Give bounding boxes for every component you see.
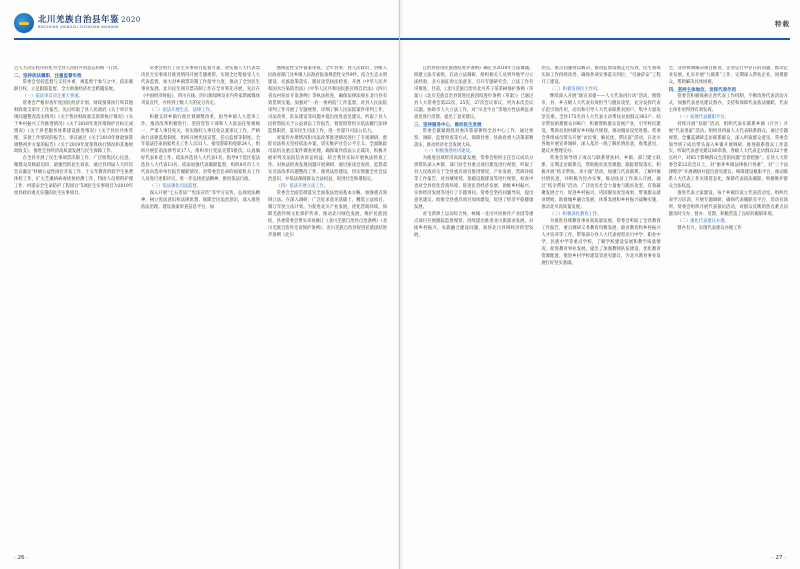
paragraph: 全，及时协调解决项目推进、企业运行中存在的问题，推动企业发展。扎实开展“九联系”工作，定期深入帮扶企业，困难群众，帮助解决具体困难。 <box>668 66 788 85</box>
left-columns <box>14 66 387 547</box>
left-column-3 <box>268 66 387 547</box>
subsection-heading: （三）依法强化司法监督。 <box>149 184 202 190</box>
paragraph: 常委会领导班子成员与联系帮扶村、乡镇、部门建立联系，定期走访联系点，帮助脱贫攻坚难题，跟踪督促落实，积极开展“结亲帮扶、奔小康”活动，加强与代表联系，了解村镇社情民意，并积极为民办实事，推动扶贫工作深入开展。通过“结亲帮扶”活动，广泛动员社会力量参与脱贫攻坚，有效凝聚发展合力，促进乡村振兴，巩固脱贫攻坚成果，带领群众就业增收，助推城乡融合发展、体系发展和乡村振兴战略实施，推动北川高质量发展。 <box>541 156 661 211</box>
subsection-heading: （二）依法开展生态、法律工作。 <box>149 107 215 113</box>
subsection-heading: （二）强化代表建议办理。 <box>677 219 729 225</box>
left-column-1 <box>14 66 133 547</box>
paragraph: 强规范性文件备案审查，全年县委、县人民政府、县级人民政府部门及乡镇人民政府报备规范性文件9件。结合生态文明建设、民族政策落实、脱贫攻坚执法检查，开展《中华人民共和国水污染防治法》《中华人民共和国民族区域自治法》《四川省农村扶贫开发条例》等执法检查，确保法律法规在北川县有效贯彻实施。加强对“一府一委两院”工作监督，对县人民法院审判工作开展了专题视察，详细了解人民法院案件审判工作、司法改革、队伍建设等问题并提出改进意见建议。听取了县人民检察院关于公益诉讼工作报告，督促检察机关依法履行法律监督职责、落实民生司法工作，进一步提升司法公信力。 <box>268 66 387 134</box>
right-header <box>414 10 790 36</box>
paragraph: 深入开展“七五普法”“宪法宣传”等学习宣传，弘扬宪法精神，树立宪法意识和法律思想，保障全民法治意识，深入推进依法治理。建设备案审查信息平台，加 <box>141 191 260 211</box>
paragraph: 督办有力，实现代表建议办理工作 <box>677 225 742 231</box>
paragraph: 推进代表之家建设，每个乡镇均设立代表活动室，组织代表学习培训、开展专题调研，确保代表履职有平台、活动有场所。常委会组织开展代表接访活动，对群众反映的热点难点问题及时交办、督办、反馈，积极营造了良好的履职环境。 <box>668 191 788 218</box>
masthead-title: 北川羌族自治县年鉴 <box>38 15 120 26</box>
header-rule <box>14 38 399 40</box>
subsection-heading: （二）积极发扬民主作风。 <box>549 86 602 92</box>
paragraph: 在全县开展了民生事项票决制工作，广泛收集民心民意，聚群众反映最迫切、最强烈的民生诉求，通过县四届人大四次会议确定“村级公益性岗位开发工作、十五年教育阶段学生免费体检工作、扩大芝溪病病毒扰体检测工作、特困人员照料护理工作、村道安全生命防护工程项目”5项民生实事项目为2019年度县政府重点实施的民生实事项目。 <box>14 156 133 197</box>
paragraph: 继续深入开展“联宣双提——人大代表再行动”活动，围绕市、县、乡五级人大代表有效担当与脱贫攻坚，充分发挥代表示范引领作用，动员和引导人大代表联系贫困户，集中力量攻坚克难。全县175名县人大代表主动帮扶贫困群众363户；结亲帮扶困难群众198户，积极帮助群众发展产业，引导村民建设，帮助贫困村做好乡村振兴规划，推动脱贫攻坚进程。常委会各组成员带头开展“访民情、解民忧、帮民富”活动，在北川各地开展宣讲调研，深入基层一线了解民情民意，收集意见、建议并整理交办。 <box>541 93 661 155</box>
right-column-1 <box>414 66 533 547</box>
page-number-left: · 26 · <box>14 555 28 561</box>
masthead <box>38 16 141 29</box>
masthead-year: 2020 <box>121 16 141 25</box>
header-rule-right <box>400 38 790 40</box>
section-heading: 三、坚持服务中心，推动民生发展 <box>414 122 482 128</box>
left-column-2 <box>141 66 260 547</box>
subsection-heading: （三）积极深化教育工作。 <box>549 212 602 218</box>
page-number-right: · 27 · <box>772 555 786 561</box>
paragraph: 持续开展“双联”活动，组织代表在联系乡镇（片区）开展“代表进家”活动。组织县四届人大代表联系群众，通过专题视察、全覆盖调研走访联系群众，深入听取群众意见，常委会领导班子成员带头深入乡镇开展调研，推进联系群众工作落实，听取代表意见建议80余条，各级人大代表走访群众32个重点村户，对65个影响群众生活的问题“会诊把脉”。在县人大常委会第22次会议上，对“驱坏乡镇法律执行各难”，对“三个法律程序”开展调研并提出意见建议，统筹建设履职平台，推动联系人大代表工作实现常态化，保障代表依法履职，积极维护群众合法权益。 <box>668 121 788 190</box>
paragraph: 积极支持乡镇行政区划调整改革，指导乡镇人大选举工作，推动改革积极进行，坚持党管干部和人大依法任免相统一，严肃人事任免关，切实做好人事任免议案审议工作。严格执行法律监督制度，组织开展宪法宣誓、任后监督等制度。全年依法任命国家机关工作人员31人、接受辞职和免职24人，组织开展任前法律考试17人，组织举行宪法宣誓5批次。认真做好代表补选工作，依法补选县人大代表1名，指导9个选区依法选县人大代表13名。依法加强代表履职监督，组织8名市人大代表向选举单位报告履职情况；对常委会任命的国家机关工作人员进行述职评议，进一步弘扬宪法精神，推进依法行政。 <box>141 114 260 183</box>
right-column-2 <box>541 66 660 547</box>
paragraph: 常委会创行了民生实事项目监督方案，对实施人大代表票决民生实事项目推进情况开展专题视察，实现全过程接受人大代表监督。加大对乡镇票决制工作指导力度，推动了全县民生事业发展。北川民生项目票决制工作在全市率先开展，先后在《中国经济时报》、四川在线、四川新闻网及市内外家新闻媒体刊发宣传，并得到上级人大的充分肯定。 <box>141 66 260 106</box>
section-heading: 二、坚持依法履职，注重监督实效 <box>14 73 82 79</box>
paragraph: 常委会全面贯彻落实全面依法治国基本方略，加强重点领域立法。在深入调研、广泛征求意见基础上，精选立法项目，制订年度立法计划。为促进北川产业发展，优化营商环境，保障羌族传统文化保护传承，推动北川绿色发展，维护民族团结，县委常委会带头审查修订《北川羌族自治县自治条例》《北川羌族自治县羌语保护条例》，北川羌族自治县促进民族团结进步条例《北川 <box>268 191 387 238</box>
subsection-heading: （四）依法开展立法工作。 <box>276 184 329 190</box>
paragraph: 热点，难点问题得以解决。推动监督落地走过见效，民生领域实际工作持续改善，确保各项实事落实到位，“引通济安”工程开工建设。 <box>541 66 661 85</box>
paragraph: 对案件办理情况和司法改革推进情况进行了专项调研，督促司法机关坚持依法办案，切实维护社会公平正义；全面跟踪司法机关重点案件调查处理，确保案件依法公正裁决，积极开展审判及法院信访诉讼权益，结合我县实际开展执法检查工作。对执法检查发现问题开展调研，通过座谈会查找，监督落实司法改革问题整改工作，推进法治建设，切实增强全社会法治意识，并依法保障群众合法权益，促进社会和谐稳定。 <box>268 135 387 183</box>
yearbook-logo-icon <box>14 13 34 33</box>
section-tag: 特载 <box>775 19 790 28</box>
subsection-heading: （一）依法审议决定重大事项。 <box>22 93 83 99</box>
right-page <box>400 0 800 569</box>
right-column-3 <box>669 66 788 547</box>
masthead-title-en: BEICHUAN QIANGZU ZIZHIXIAN NIANJIAN <box>38 24 119 29</box>
paragraph: 常委会坚持监督与支持并重，寓监督于参与之中，依法履职行权，立足跟踪监督，全力助推经济社会跨越发展。 <box>14 79 133 92</box>
paragraph: 常委会严格审查年度国民经济计划、财政预算执行和其他财政收支审计工作报告，先后听取了县人民政府《关于审计发现问题整改落实情况》《关于我县财政收支预算执行情况》《关于乡村振兴工作推进情况》《关于2018年度环境保护目标完成情况》《关于养老服务体系建设推进情况》《关于县医共体管理、采供工作情况的报告》，审议通过《关于2019年财政预算调整初步方案的报告》《关于2019年度预算执行情况和其他财政收支》，推进全县经济高质量发展与民生保障工作。 <box>14 100 133 155</box>
paragraph: 过人大决定程序转化为全县人民的共同意志和统一行动。 <box>14 66 122 71</box>
left-header <box>14 10 385 36</box>
paragraph: 为推进县域经济高质量发展，常委会组织主任会议成员分别带队深入乡镇、部门对全县重点项目建设进行视察，听取了县人民政府关于全县重点项目推进情况、产业发展、营商环境等工作报告，对县城规划、基础设施建设等进行视察，检查中也对全县优化营商环境、促进民营经济发展、助推乡村振兴、实体经济发展等进行了专题询问。常委会坚持问题导向，提出意见建议，助推全县重点项目加快建设，促进了经济平稳健康发展。 <box>414 156 534 211</box>
right-columns <box>414 66 788 547</box>
paragraph: 常委会紧紧围绕县委决策部署和全县中心工作，通过视察、调研、监督检查等方式，保障县委、县政府重大决策部署落实，推动经济社会发展大局。 <box>414 128 534 148</box>
paragraph: 对飞鸿事上运动综合体、柯城一北川共居协作产业园等重点项目开展跟踪监督视察，持续提出推进北川旅游业发展、对接乡村振兴、农旅融合建设问题，加快北川县域经济转型发展。 <box>414 212 534 238</box>
paragraph: 常委会积极探索完善代表工作机制，不断改进代表活动方式，加强代表意见建议督办，支持和保障代表依法履职，代表主体作用得到有效发挥。 <box>668 93 788 113</box>
paragraph: 为推进县域教育事业高质量发展，常委会听取了全县教育工作报告，重点调研义务教育均衡发展、职业教育和乡村振兴人才培养等工作，带领部分县人大代表视察北川中学、职业中学、民族中学等重点学校，了解学校建设发展和教学质量情况，促进教育事业发展，提出了加强教师队伍建设、优化教育资源配置、推进乡村学校建设等意见建议，为北川教育事业发展打好坚实基础。 <box>541 218 661 266</box>
subsection-heading: （一）积极推进经济建设。 <box>422 149 475 155</box>
paragraph: 自治县促进民族团结进步条例》确定为2019年立法课题。组建立法专家组，启动立法调研，组织相关人员到外地学习立法经验，多方面征询立法意见，召开专题研究会，立法工作有序推进。目前，《北川羌族自治县北川苔子茶茶树保护条例（草案）》《北川羌族自治县促进民族团结进步条例（草案）》已通过县人大常委会第22次、25次、27次会议审议，列为本次会议议题。协助市人大立法工作，对“川北牛白”等地方性法规征求意见进行反馈，提出了意见建议。 <box>414 66 534 120</box>
subsection-heading: （一）拓展代表履职平台。 <box>677 114 729 120</box>
section-heading: 四、坚持主体地位，发挥代表作用 <box>668 87 737 93</box>
